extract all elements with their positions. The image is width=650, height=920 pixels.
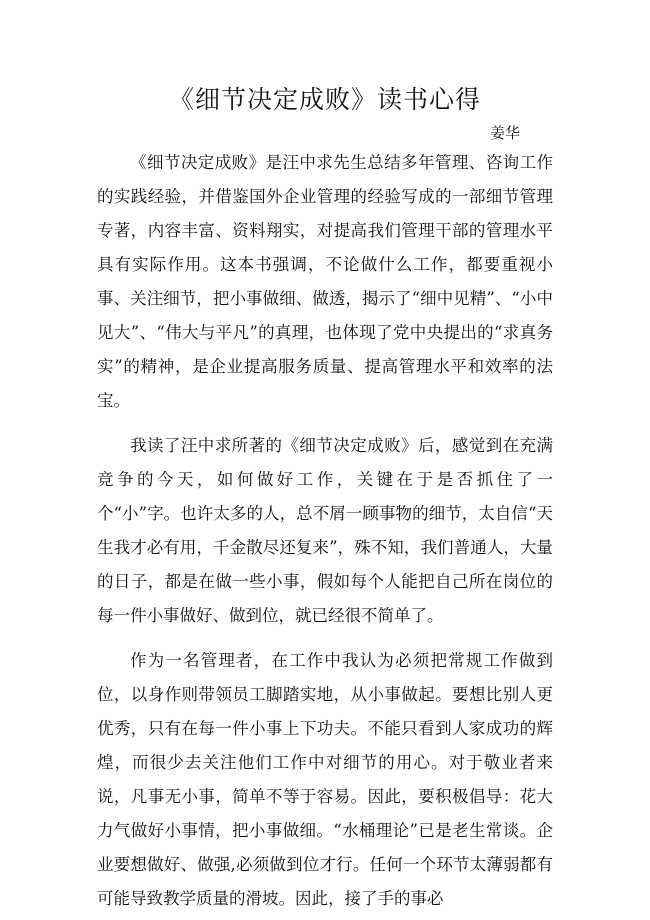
paragraph-3: 作为一名管理者，在工作中我认为必须把常规工作做到位，以身作则带领员工脚踏实地，从小事做起。要想比别人更优秀，只有在每一件小事上下功夫。不能只看到人家成功的辉煌，而很少去关注他们工作中对细节的用心。对于敬业者来说，凡事无小事，简单不等于容易。因此，要积极倡导：花大力气做好小事情，把小事做细。“水桶理论”已是老生常谈。企业要想做好、做强,必须做到位才行。任何一个环节太薄弱都有可能导致教学质量的滑坡。因此，接了手的事必 [97, 651, 553, 908]
paragraph-2: 我读了汪中求所著的《细节决定成败》后，感觉到在充满竞争的今天，如何做好工作，关键在于是否抓住了一个“小”字。也许太多的人，总不屑一顾事物的细节，太自信“天生我才必有用，千金散尽还复来”，殊不知，我们普通人，大量的日子，都是在做一些小事，假如每个人能把自己所在岗位的每一件小事做好、做到位，就已经很不简单了。 [97, 436, 553, 625]
document-body [97, 146, 553, 916]
author-name: 姜华 [490, 124, 521, 142]
document-title: 《细节决定成败》读书心得 [168, 85, 481, 114]
paragraph-1: 《细节决定成败》是汪中求先生总结多年管理、咨询工作的实践经验，并借鉴国外企业管理的经验写成的一部细节管理专著，内容丰富、资料翔实，对提高我们管理干部的管理水平具有实际作用。这本书强调，不论做什么工作，都要重视小事、关注细节，把小事做细、做透，揭示了“细中见精”、“小中见大”、“伟大与平凡”的真理，也体现了党中央提出的“求真务实”的精神，是企业提高服务质量、提高管理水平和效率的法宝。 [97, 153, 553, 410]
